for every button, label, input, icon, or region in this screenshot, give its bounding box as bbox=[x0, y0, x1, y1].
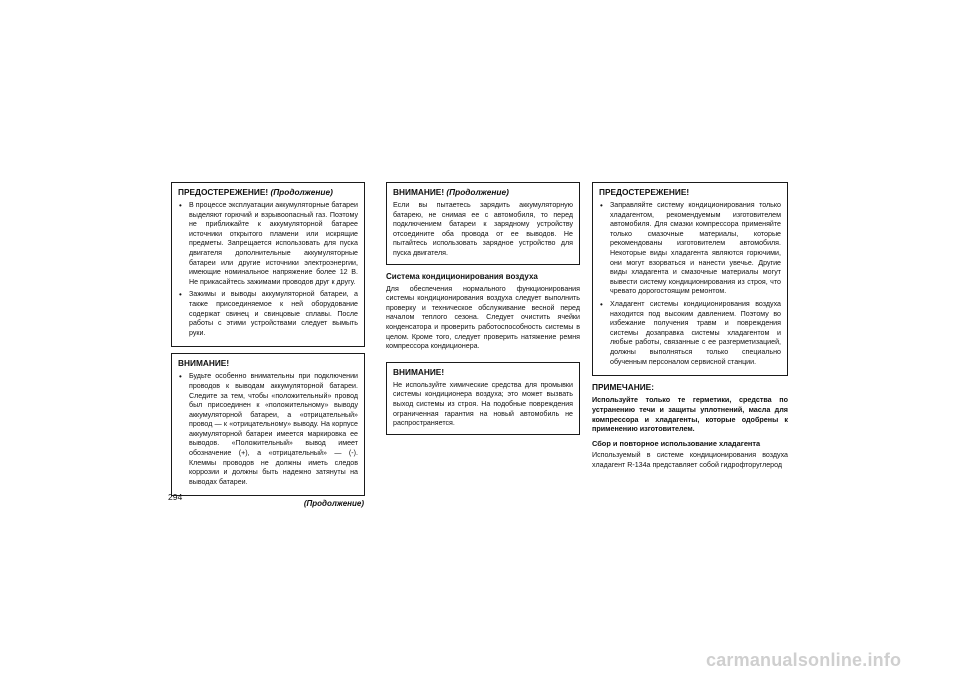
section-heading: Система кондиционирования воздуха bbox=[386, 271, 538, 281]
list-item: • Заправляйте систему кондиционирования только хладагентом, рекомендуемым изготовителем автомобиля. Для смазки компрессора применяйте только смазочные материалы, которые рекомендованы изготовителем автомобиля. Некоторые виды хладагента являются горючими, они могут взорваться и нанести увечье. Другие виды хладагента и смазочные материалы могут вывести систему кондиционирования из строя, что чревато дорогостоящим ремонтом. bbox=[599, 201, 781, 297]
warning-box bbox=[592, 182, 788, 376]
list-item: • Зажимы и выводы аккумуляторной батареи, а также присоединяемое к ней оборудование содержат свинец и свинцовые сплавы. После работы с этими устройствами следует вымыть руки. bbox=[178, 290, 358, 338]
warning-title-suffix: (Продолжение) bbox=[270, 187, 333, 197]
caution-box bbox=[171, 353, 365, 496]
warning-box-continued bbox=[171, 182, 365, 347]
caution-list bbox=[178, 372, 358, 487]
list-item: • Хладагент системы кондиционирования воздуха находится под высоким давлением. Поэтому во избежание получения травм и повреждения системы дозаправка системы хладагентом и любые работы, связанные с ее разгерметизацией, должны выполняться только специально обученным персоналом сервисной станции. bbox=[599, 300, 781, 367]
subsection-text: Используемый в системе кондиционирования воздуха хладагент R-134a представляет собой гидрофторуглерод bbox=[592, 451, 788, 469]
note-title: ПРИМЕЧАНИЕ: bbox=[592, 382, 654, 393]
subsection-heading: Сбор и повторное использование хладагента bbox=[592, 439, 761, 449]
continued-label: (Продолжение) bbox=[303, 499, 364, 509]
page-number: 294 bbox=[168, 492, 183, 502]
list-item: • Будьте особенно внимательны при подключении проводов к выводам аккумуляторной батареи. Следите за тем, чтобы «положительный» провод был присоединен к «положительному» выводу аккумуляторной батареи, а «отрицательный» провод — к «отрицательному» выводу. На корпусе аккумуляторной батареи имеется маркировка ее выводов. «Положительный» вывод имеет обозначение (+), а «отрицательный» — (-). Клеммы проводов не должны иметь следов коррозии и должны быть надежно затянуты на выводах батареи. bbox=[178, 372, 358, 487]
list-item: • В процессе эксплуатации аккумуляторные батареи выделяют горючий и взрывоопасный газ. Поэтому не приближайте к аккумуляторной батарее источники открытого пламени или искрящие предметы. Запрещается использовать для пуска двигателя дополнительные аккумуляторные батареи или другие источники электроэнергии, имеющие номинальное напряжение более 12 В. Не прикасайтесь зажимами проводов друг к другу. bbox=[178, 201, 358, 287]
watermark: carmanualsonline.info bbox=[706, 650, 902, 670]
caution-text: Если вы пытаетесь зарядить аккумуляторную батарею, не снимая ее с автомобиля, то перед подключением батареи к зарядному устройству отсоедините оба провода от ее выводов. Не пытайтесь использовать зарядное устройство для пуска двигателя. bbox=[393, 201, 573, 257]
caution-box-2 bbox=[386, 362, 580, 435]
caution-title bbox=[393, 187, 573, 198]
caution-title: ВНИМАНИЕ! bbox=[393, 366, 445, 377]
section-text: Для обеспечения нормального функционирования системы кондиционирования воздуха следует выполнить проверку и техническое обслуживание весной перед началом теплого сезона. Следует очистить ячейки конденсатора и проверить работоспособность системы в целом. Кроме того, следует проверить натяжение ремня компрессора кондиционера. bbox=[386, 284, 580, 351]
warning-title-text: ПРЕДОСТЕРЕЖЕНИЕ! bbox=[178, 187, 269, 197]
warning-list bbox=[178, 201, 358, 338]
warning-title: ПРЕДОСТЕРЕЖЕНИЕ! bbox=[599, 187, 690, 197]
right-column bbox=[592, 182, 788, 470]
caution-text: Не используйте химические средства для промывки системы кондиционера воздуха; это может вызвать выход системы из строя. На подобные повреждения ограниченная гарантия на новый автомобиль не распространяется. bbox=[393, 380, 573, 428]
caution-title-text: ВНИМАНИЕ! bbox=[393, 187, 445, 197]
caution-title-suffix: (Продолжение) bbox=[446, 187, 509, 197]
warning-list bbox=[599, 201, 781, 367]
warning-title bbox=[178, 187, 358, 198]
note-text: Используйте только те герметики, средства по устранению течи и защиты уплотнений, масла для компрессора и хладагенты, которые одобрены к применению изготовителем. bbox=[592, 395, 788, 434]
caution-title: ВНИМАНИЕ! bbox=[178, 358, 230, 369]
caution-box-continued bbox=[386, 182, 580, 265]
middle-column bbox=[386, 182, 580, 441]
left-column bbox=[171, 182, 365, 508]
